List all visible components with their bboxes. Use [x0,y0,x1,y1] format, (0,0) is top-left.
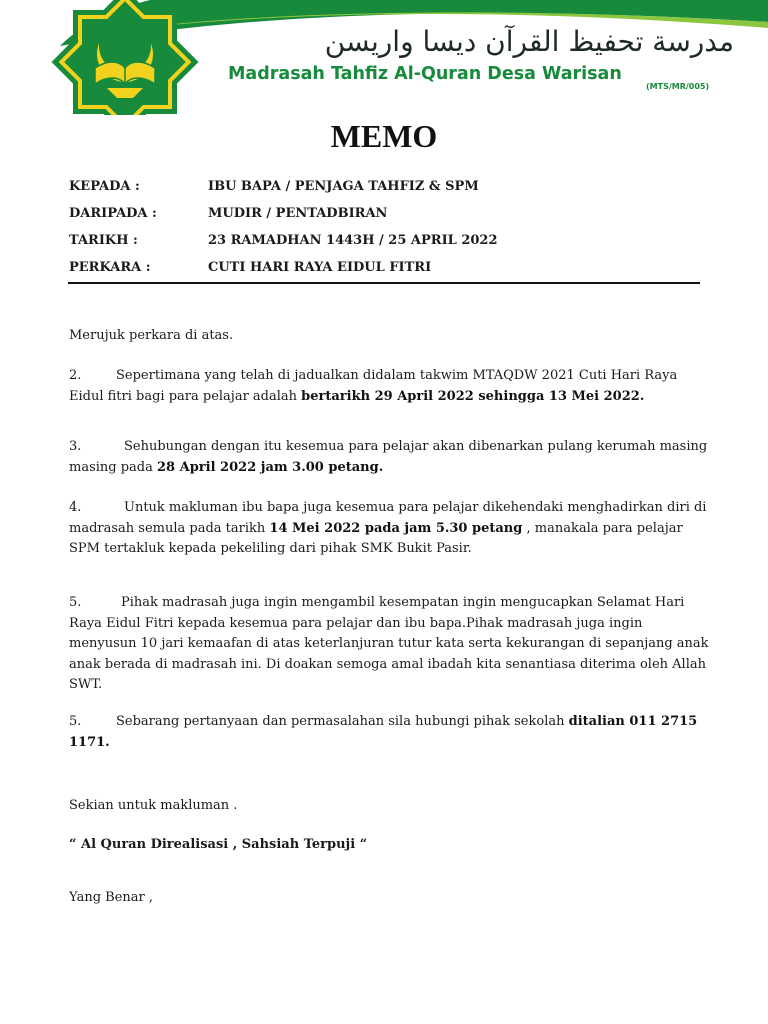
paragraph-2 [69,366,709,407]
paragraph-bold: 14 Mei 2022 pada jam 5.30 petang [269,520,523,536]
header-label: PERKARA : [69,260,151,275]
paragraph-text: Sepertimana yang telah di jadualkan didalam takwim MTAQDW 2021 Cuti Hari Raya Eidul fitri bagi para pelajar adalah [69,368,678,404]
paragraph-number: 2. [69,368,82,383]
paragraph-text: Sehubungan dengan itu kesemua para pelajar akan dibenarkan pulang kerumah masing masing pada [69,439,708,475]
header-divider [68,282,700,284]
paragraph-5 [69,593,709,696]
school-name: Madrasah Tahfiz Al-Quran Desa Warisan [228,64,622,84]
paragraph-number: 3. [69,439,82,454]
school-code: (MTS/MR/005) [646,82,710,91]
header-value: IBU BAPA / PENJAGA TAHFIZ & SPM [208,179,479,194]
header-value: CUTI HARI RAYA EIDUL FITRI [208,260,432,275]
header-label: DARIPADA : [69,206,157,221]
paragraph-number: 5. [69,595,82,610]
paragraph-number: 4. [69,500,82,515]
header-label: KEPADA : [69,179,140,194]
paragraph-3 [69,437,709,478]
intro-paragraph: Merujuk perkara di atas. [69,328,234,343]
signoff: Yang Benar , [69,890,153,905]
closing-line: Sekian untuk makluman . [69,798,238,813]
arabic-school-name: مدرسة تحفيظ القرآن ديسا واريسن [324,25,734,58]
motto: “ Al Quran Direalisasi , Sahsiah Terpuji “ [69,837,368,852]
paragraph-6 [69,712,709,753]
memo-title: MEMO [330,118,438,154]
header-label: TARIKH : [69,233,138,248]
paragraph-bold: 28 April 2022 jam 3.00 petang. [157,459,384,475]
paragraph-4 [69,498,709,560]
paragraph-bold: bertarikh 29 April 2022 sehingga 13 Mei 2022. [301,388,645,404]
paragraph-number: 5. [69,714,82,729]
quran-star-logo [51,0,198,115]
paragraph-text: Untuk makluman ibu bapa juga kesemua para pelajar dikehendaki menghadirkan diri di madrasah semula pada tarikh [69,500,707,536]
header-value: MUDIR / PENTADBIRAN [208,206,388,221]
header-value: 23 RAMADHAN 1443H / 25 APRIL 2022 [208,233,498,248]
paragraph-tail: , manakala para pelajar SPM tertakluk kepada pekeliling dari pihak SMK Bukit Pasir. [69,520,683,556]
paragraph-text: Pihak madrasah juga ingin mengambil kesempatan ingin mengucapkan Selamat Hari Raya Eidul Fitri kepada kesemua para pelajar dan ibu bapa.Pihak madrasah juga ingin menyusun 10 jari kemaafan di atas keterlanjuran tutur kata serta kekurangan di sepanjang anak anak berada di madrasah ini. Di doakan semoga amal ibadah kita senantiasa diterima oleh Allah SWT. [69,595,709,692]
paragraph-bold: ditalian 011 2715 1171. [69,714,698,750]
paragraph-text: Sebarang pertanyaan dan permasalahan sila hubungi pihak sekolah [116,714,569,729]
